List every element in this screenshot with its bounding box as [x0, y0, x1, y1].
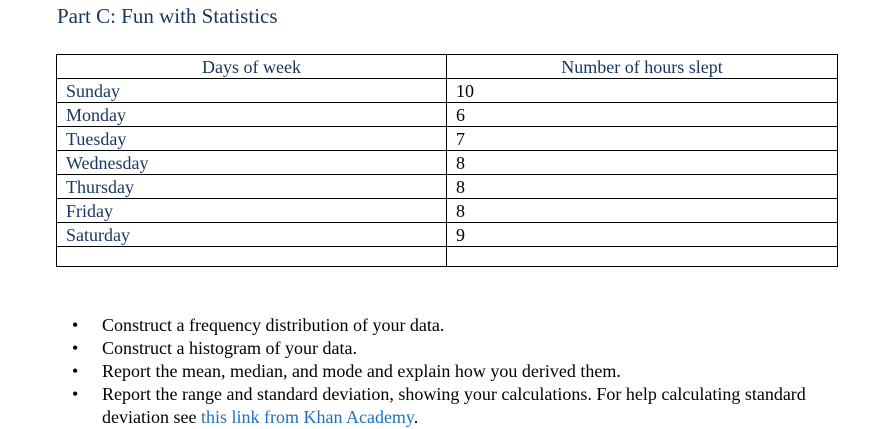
day-cell: Monday — [57, 103, 447, 127]
empty-cell — [57, 247, 447, 267]
hours-cell: 9 — [447, 223, 838, 247]
column-header-days: Days of week — [57, 55, 447, 79]
hours-cell: 6 — [447, 103, 838, 127]
sleep-table — [56, 54, 838, 267]
task-text: Report the range and standard deviation, showing your calculations. For help calculating standard deviation see — [102, 384, 806, 427]
table-row — [57, 127, 838, 151]
table-row — [57, 79, 838, 103]
column-header-hours: Number of hours slept — [447, 55, 838, 79]
khan-academy-link[interactable]: this link from Khan Academy — [200, 407, 414, 427]
bullet-icon: • — [72, 315, 79, 335]
task-list — [72, 314, 832, 429]
task-text-end: . — [413, 407, 419, 427]
bullet-icon: • — [72, 361, 79, 381]
list-item — [72, 337, 832, 360]
hours-cell: 8 — [447, 175, 838, 199]
list-item — [72, 314, 832, 337]
bullet-icon: • — [72, 384, 79, 404]
hours-cell: 10 — [447, 79, 838, 103]
hours-cell: 8 — [447, 151, 838, 175]
day-cell: Wednesday — [57, 151, 447, 175]
table-header-row — [57, 55, 838, 79]
table-row-empty — [57, 247, 838, 267]
task-text: Report the mean, median, and mode and explain how you derived them. — [102, 361, 621, 381]
table-row — [57, 151, 838, 175]
day-cell: Saturday — [57, 223, 447, 247]
hours-cell: 8 — [447, 199, 838, 223]
table-row — [57, 103, 838, 127]
day-cell: Friday — [57, 199, 447, 223]
list-item — [72, 383, 832, 429]
empty-cell — [447, 247, 838, 267]
table-row — [57, 199, 838, 223]
task-text: Construct a histogram of your data. — [102, 338, 357, 358]
table-row — [57, 175, 838, 199]
page-heading: Part C: Fun with Statistics — [57, 4, 278, 28]
day-cell: Tuesday — [57, 127, 447, 151]
list-item — [72, 360, 832, 383]
bullet-icon: • — [72, 338, 79, 358]
table-row — [57, 223, 838, 247]
task-text: Construct a frequency distribution of your data. — [102, 315, 445, 335]
hours-cell: 7 — [447, 127, 838, 151]
day-cell: Thursday — [57, 175, 447, 199]
day-cell: Sunday — [57, 79, 447, 103]
